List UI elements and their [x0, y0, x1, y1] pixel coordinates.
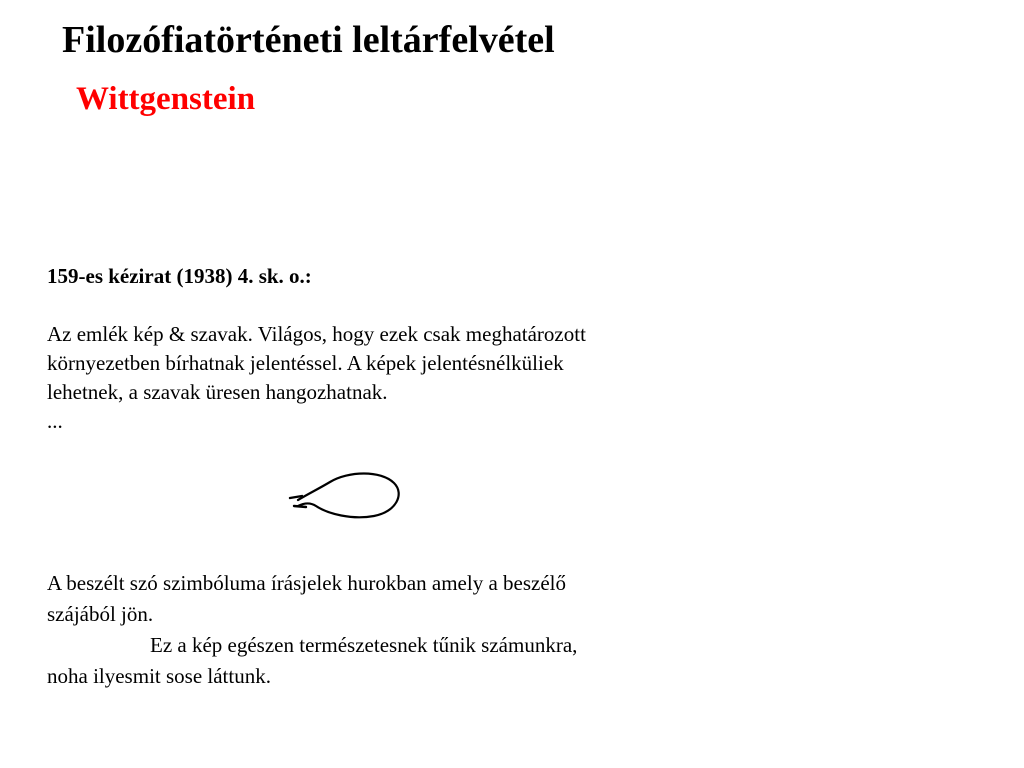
- slide-subtitle: Wittgenstein: [76, 81, 256, 117]
- explanation-last-line: noha ilyesmit sose láttunk.: [47, 664, 271, 688]
- paragraph-gap: [47, 291, 737, 320]
- explanation-block: [47, 568, 737, 692]
- explanation-indented-text: Ez a kép egészen természetesnek tűnik számunkra,: [150, 633, 578, 657]
- manuscript-block: [47, 262, 737, 436]
- manuscript-line: környezetben bírhatnak jelentéssel. A képek jelentésnélküliek: [47, 351, 564, 375]
- manuscript-line: Az emlék kép & szavak. Világos, hogy ezek csak meghatározott: [47, 322, 586, 346]
- explanation-line: szájából jön.: [47, 602, 154, 626]
- slide-title: Filozófiatörténeti leltárfelvétel: [62, 19, 555, 61]
- speech-loop-sketch-icon: [286, 466, 406, 526]
- explanation-line: A beszélt szó szimbóluma írásjelek hurokban amely a beszélő: [47, 571, 567, 595]
- manuscript-heading: 159-es kézirat (1938) 4. sk. o.:: [47, 264, 312, 288]
- manuscript-ellipsis: ...: [47, 409, 63, 433]
- manuscript-line: lehetnek, a szavak üresen hangozhatnak.: [47, 380, 388, 404]
- explanation-indented-line: [47, 630, 737, 661]
